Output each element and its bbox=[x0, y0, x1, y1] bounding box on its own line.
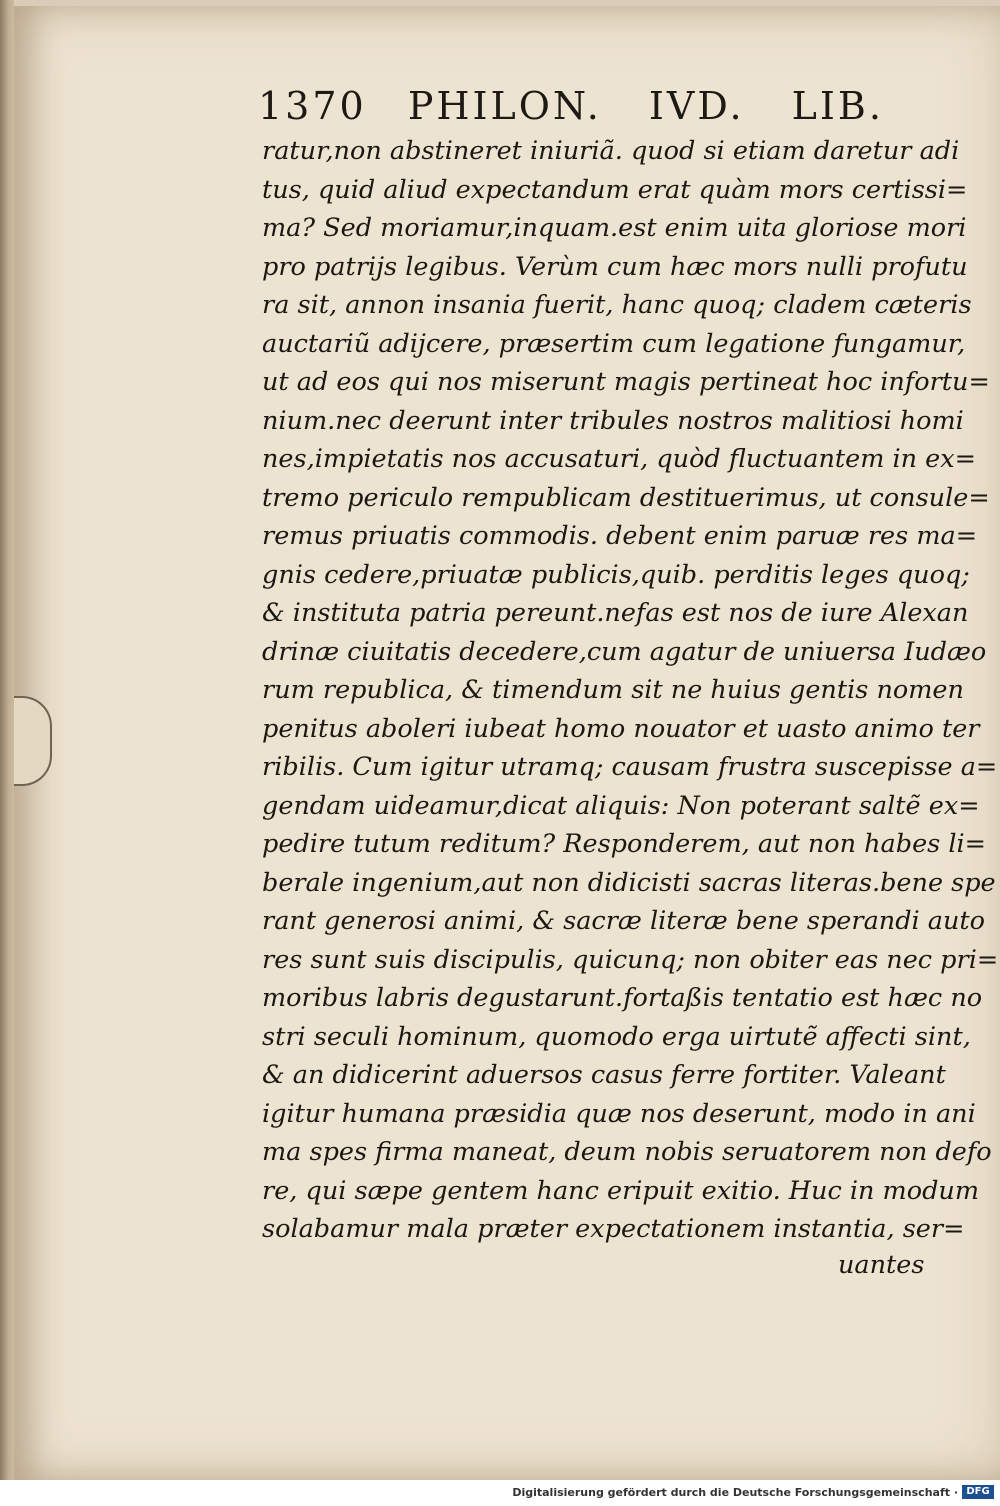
text-line: ma? Sed moriamur,inquam.est enim uita gloriose mori bbox=[262, 213, 967, 243]
text-line: & instituta patria pereunt.nefas est nos de iure Alexan bbox=[262, 598, 969, 628]
text-line: ribilis. Cum igitur utramq; causam frustra suscepisse a= bbox=[262, 752, 998, 782]
text-line: stri seculi hominum, quomodo erga uirtutẽ affecti sint, bbox=[262, 1021, 971, 1052]
text-line: pro patrijs legibus. Verùm cum hæc mors nulli profutu bbox=[262, 251, 968, 282]
text-line: ratur,non abstineret iniuriã. quod si etiam daretur adi bbox=[262, 136, 960, 166]
text-line: rum republica, & timendum sit ne huius gentis nomen bbox=[262, 675, 964, 705]
text-line: nium.nec deerunt inter tribules nostros malitiosi homi bbox=[262, 405, 964, 436]
funding-credit: Digitalisierung gefördert durch die Deutsche Forschungsgemeinschaft · bbox=[512, 1486, 958, 1499]
text-line: ra sit, annon insania fuerit, hanc quoq; cladem cæteris bbox=[262, 290, 972, 320]
catchword: uantes bbox=[838, 1250, 925, 1280]
text-line: tus, quid aliud expectandum erat quàm mors certissi= bbox=[262, 174, 968, 205]
running-title-part: PHILON. bbox=[407, 84, 602, 128]
running-header bbox=[258, 84, 884, 128]
text-line: solabamur mala præter expectationem instantia, ser= bbox=[262, 1214, 965, 1244]
text-block bbox=[262, 132, 999, 1249]
text-line: & an didicerint aduersos casus ferre fortiter. Valeant bbox=[262, 1060, 946, 1090]
text-line: pedire tutum reditum? Responderem, aut non habes li= bbox=[262, 829, 987, 859]
text-line: penitus aboleri iubeat homo nouator et uasto animo ter bbox=[262, 713, 980, 744]
text-line: ut ad eos qui nos miserunt magis pertineat hoc infortu= bbox=[262, 367, 990, 397]
dfg-logo-icon: DFG bbox=[962, 1485, 994, 1499]
text-line: moribus labris degustarunt.fortaßis tentatio est hæc no bbox=[262, 983, 983, 1013]
running-title-part: LIB. bbox=[791, 84, 884, 128]
digitization-footer bbox=[0, 1480, 1000, 1506]
text-line: igitur humana præsidia quæ nos deserunt, modo in ani bbox=[262, 1098, 976, 1129]
text-line: gnis cedere,priuatæ publicis,quib. perditis leges quoq; bbox=[262, 559, 970, 590]
text-line: tremo periculo rempublicam destituerimus, ut consule= bbox=[262, 482, 990, 513]
text-line: re, qui sæpe gentem hanc eripuit exitio. Huc in modum bbox=[262, 1175, 980, 1206]
page-number: 1370 bbox=[258, 84, 367, 128]
running-title-part: IVD. bbox=[648, 84, 745, 128]
text-line: rant generosi animi, & sacræ literæ bene sperandi auto bbox=[262, 906, 986, 936]
text-line: gendam uideamur,dicat aliquis: Non poterant saltẽ ex= bbox=[262, 790, 980, 821]
text-line: res sunt suis discipulis, quicunq; non obiter eas nec pri= bbox=[262, 944, 999, 975]
text-line: nes,impietatis nos accusaturi, quòd fluctuantem in ex= bbox=[262, 444, 977, 474]
text-line: auctariũ adijcere, præsertim cum legatione fungamur, bbox=[262, 328, 966, 359]
page-tab-mark bbox=[14, 696, 52, 786]
text-line: ma spes firma maneat, deum nobis seruatorem non defo bbox=[262, 1137, 992, 1167]
text-line: remus priuatis commodis. debent enim paruæ res ma= bbox=[262, 521, 978, 551]
book-gutter-edge bbox=[0, 0, 14, 1480]
text-line: drinæ ciuitatis decedere,cum agatur de uniuersa Iudæo bbox=[262, 636, 987, 667]
text-line: berale ingenium,aut non didicisti sacras literas.bene spe bbox=[262, 867, 996, 898]
